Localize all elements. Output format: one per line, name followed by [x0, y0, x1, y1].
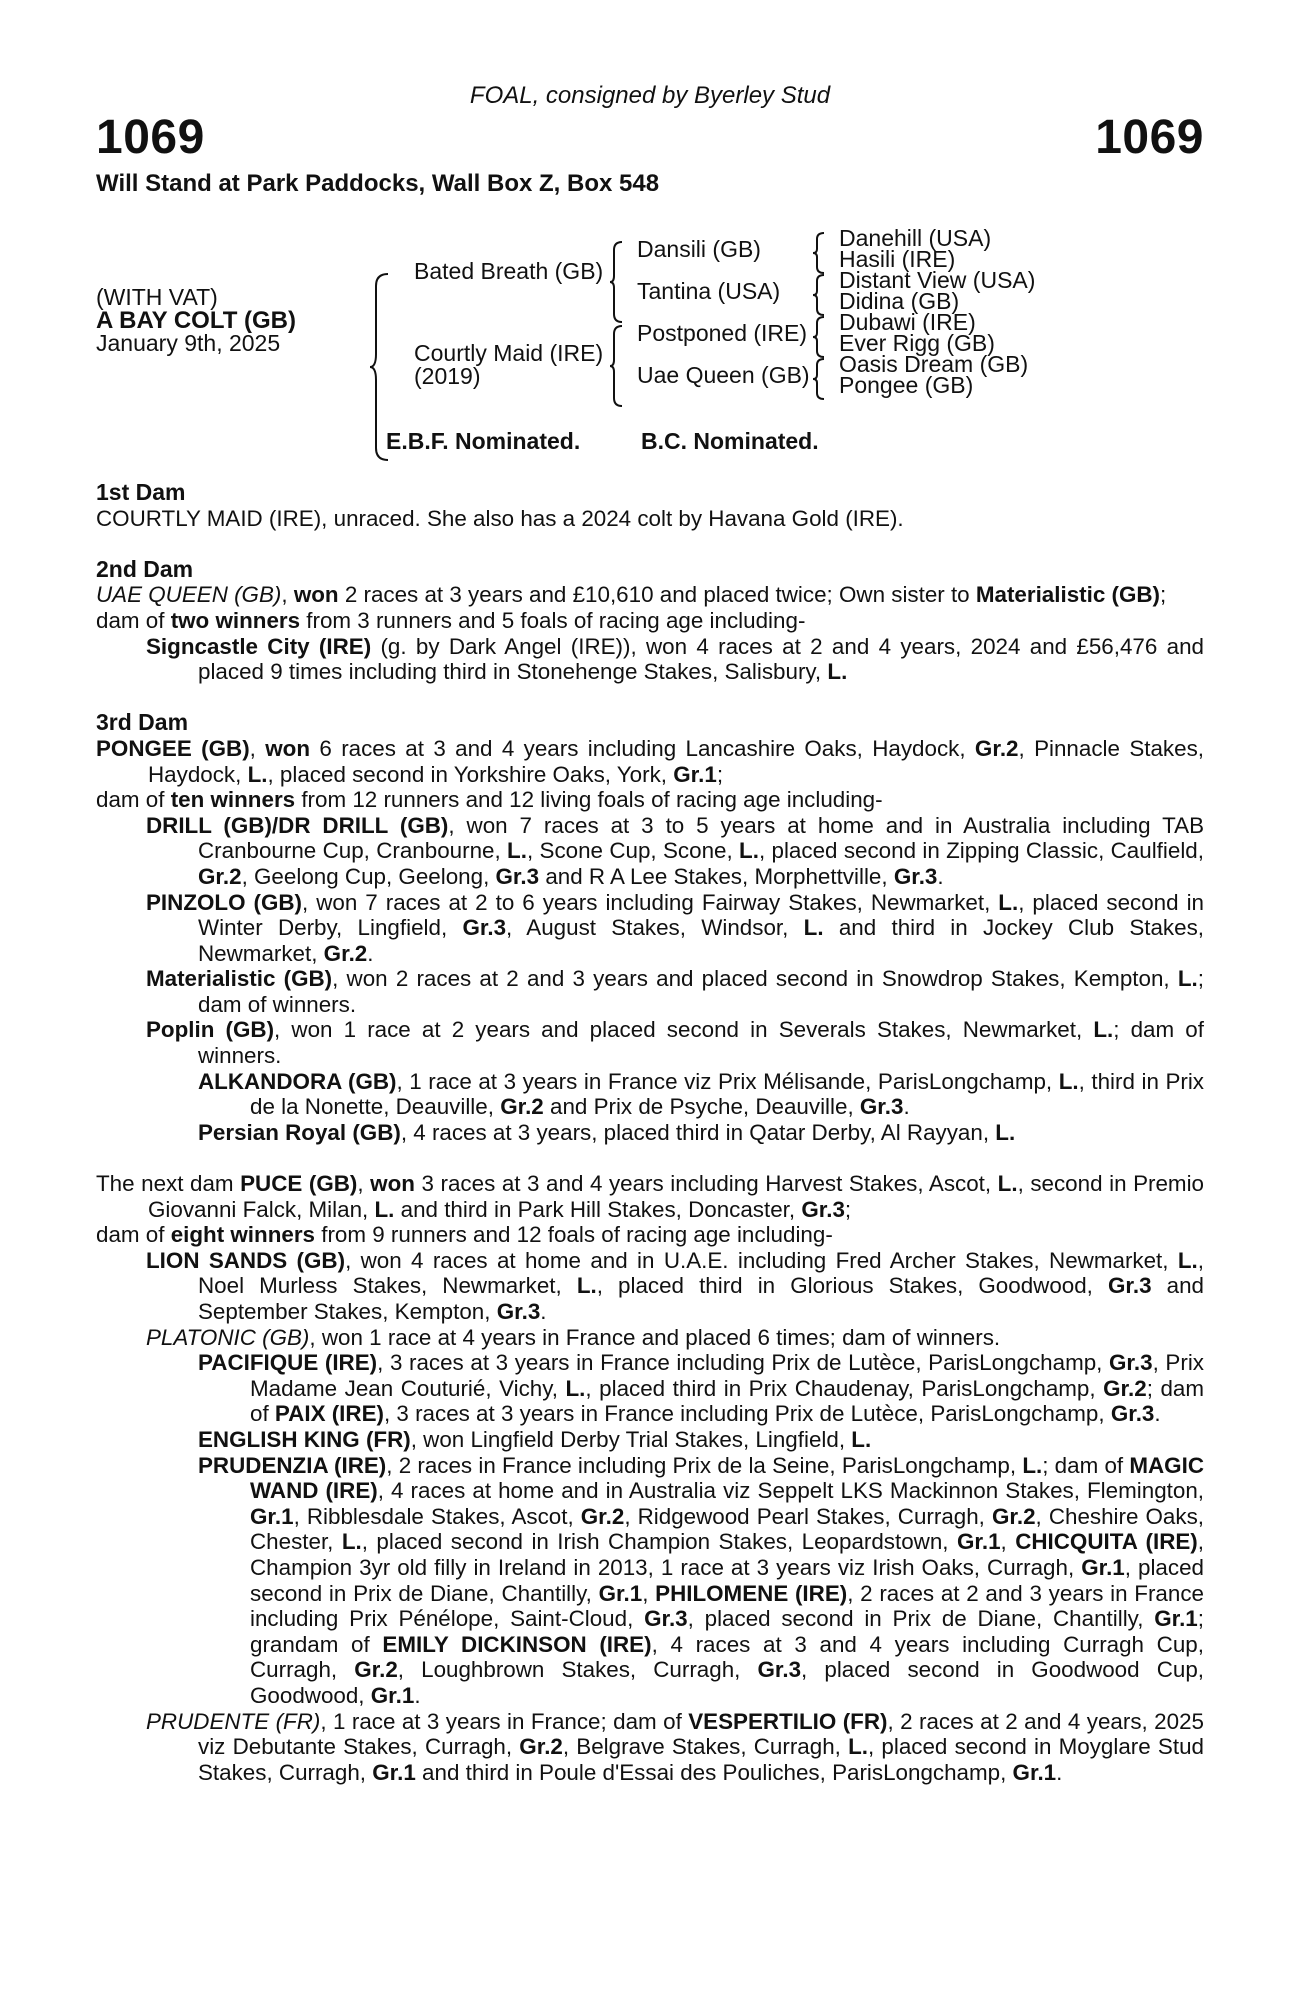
sire-sire-sire: Danehill (USA) — [839, 225, 992, 251]
third-dam-produce: dam of ten winners from 12 runners and 12 living foals of racing age including- — [96, 787, 883, 813]
brace-g1 — [812, 232, 828, 274]
bc-nomination: B.C. Nominated. — [641, 428, 819, 454]
produce-prudenzia: PRUDENZIA (IRE), 2 races in France including Prix de la Seine, ParisLongchamp, L.; dam of MAGIC WAND (IRE), 4 races at home and in Australia viz Seppelt LKS Mackinnon Stakes, Flemington, Gr.1, Ribblesdale Stakes, Ascot, Gr.2, Ridgewood Pearl Stakes, Curragh, Gr.2, Cheshire Oaks, Chester, L., placed second in Irish Champion Stakes, Leopardstown, Gr.1, CHICQUITA (IRE), Champion 3yr old filly in Ireland in 2013, 1 race at 3 years viz Irish Oaks, Curragh, Gr.1, placed second in Prix de Diane, Chantilly, Gr.1, PHILOMENE (IRE), 2 races at 2 and 3 years in France including Prix Pénélope, Saint-Cloud, Gr.3, placed second in Prix de Diane, Chantilly, Gr.1; grandam of EMILY DICKINSON (IRE), 4 races at 3 and 4 years including Curragh Cup, Curragh, Gr.2, Loughbrown Stakes, Curragh, Gr.3, placed second in Goodwood Cup, Goodwood, Gr.1. — [198, 1452, 1204, 1708]
dam-dam-dam: Pongee (GB) — [839, 372, 974, 398]
dam: Courtly Maid (IRE) — [414, 340, 604, 366]
brace-g3 — [812, 316, 828, 358]
sire-dam-dam: Didina (GB) — [839, 288, 960, 314]
dam-sire: Postponed (IRE) — [637, 320, 808, 346]
horse-name: A BAY COLT (GB) — [96, 307, 297, 334]
consignor-line: FOAL, consigned by Byerley Stud — [469, 82, 831, 109]
dam-sire-sire: Dubawi (IRE) — [839, 309, 976, 335]
second-dam-entry: UAE QUEEN (GB), won 2 races at 3 years and £10,610 and placed twice; Own sister to Materialistic (GB); — [96, 582, 1167, 608]
third-dam-entry: PONGEE (GB), won 6 races at 3 and 4 years including Lancashire Oaks, Haydock, Gr.2, Pinnacle Stakes, Haydock, L., placed second in Yorkshire Oaks, York, Gr.1; — [96, 735, 1204, 787]
sire: Bated Breath (GB) — [414, 258, 604, 284]
produce-record — [96, 480, 1204, 1785]
next-dam-produce: dam of eight winners from 9 runners and 12 foals of racing age including- — [96, 1222, 833, 1248]
brace-sire-line — [608, 240, 626, 324]
vat-note: (WITH VAT) — [96, 284, 218, 310]
first-dam-text: COURTLY MAID (IRE), unraced. She also has a 2024 colt by Havana Gold (IRE). — [96, 505, 904, 531]
produce-signcastle-city: Signcastle City (IRE) (g. by Dark Angel (IRE)), won 4 races at 2 and 4 years, 2024 and £56,476 and placed 9 times including third in Stonehenge Stakes, Salisbury, L. — [146, 633, 1204, 685]
second-dam-heading: 2nd Dam — [96, 555, 194, 582]
lot-number-left: 1069 — [96, 111, 205, 164]
brace-g4 — [812, 358, 828, 400]
dam-year: (2019) — [414, 363, 481, 389]
produce-prudente: PRUDENTE (FR), 1 race at 3 years in France; dam of VESPERTILIO (FR), 2 races at 2 and 4 years, 2025 viz Debutante Stakes, Curragh, Gr.2, Belgrave Stakes, Curragh, L., placed second in Moyglare Stud Stakes, Curragh, Gr.1 and third in Poule d'Essai des Pouliches, ParisLongchamp, Gr.1. — [146, 1708, 1204, 1785]
ebf-nomination: E.B.F. Nominated. — [386, 428, 581, 454]
produce-alkandora: ALKANDORA (GB), 1 race at 3 years in France viz Prix Mélisande, ParisLongchamp, L., third in Prix de la Nonette, Deauville, Gr.2 and Prix de Psyche, Deauville, Gr.3. — [198, 1068, 1205, 1120]
produce-english-king: ENGLISH KING (FR), won Lingfield Derby Trial Stakes, Lingfield, L. — [198, 1426, 872, 1452]
dam-dam-sire: Oasis Dream (GB) — [839, 351, 1029, 377]
second-dam-produce: dam of two winners from 3 runners and 5 foals of racing age including- — [96, 607, 806, 633]
produce-pinzolo: PINZOLO (GB), won 7 races at 2 to 6 years including Fairway Stakes, Newmarket, L., placed second in Winter Derby, Lingfield, Gr.3, August Stakes, Windsor, L. and third in Jockey Club Stakes, Newmarket, Gr.2. — [146, 889, 1205, 966]
produce-poplin: Poplin (GB), won 1 race at 2 years and placed second in Severals Stakes, Newmarket, L.; dam of winners. — [146, 1017, 1204, 1069]
first-dam-heading: 1st Dam — [96, 479, 186, 505]
sire-dam: Tantina (USA) — [637, 278, 781, 304]
produce-platonic: PLATONIC (GB), won 1 race at 4 years in France and placed 6 times; dam of winners. — [146, 1324, 1001, 1350]
sire-sire: Dansili (GB) — [637, 236, 761, 262]
produce-persian-royal: Persian Royal (GB), 4 races at 3 years, placed third in Qatar Derby, Al Rayyan, L. — [198, 1119, 1016, 1145]
produce-pacifique: PACIFIQUE (IRE), 3 races at 3 years in France including Prix de Lutèce, ParisLongchamp, Gr.3, Prix Madame Jean Couturié, Vichy, L., placed third in Prix Chaudenay, ParisLongchamp, Gr.2; dam of PAIX (IRE), 3 races at 3 years in France including Prix de Lutèce, ParisLongchamp, Gr.3. — [198, 1350, 1204, 1427]
brace-dam-line — [608, 324, 626, 408]
produce-drill: DRILL (GB)/DR DRILL (GB), won 7 races at 3 to 5 years at home and in Australia including TAB Cranbourne Cup, Cranbourne, L., Scone Cup, Scone, L., placed second in Zipping Classic, Caulfield, Gr.2, Geelong Cup, Geelong, Gr.3 and R A Lee Stakes, Morphettville, Gr.3. — [146, 812, 1204, 889]
lot-number-right: 1069 — [1095, 111, 1204, 164]
next-dam-entry: The next dam PUCE (GB), won 3 races at 3 and 4 years including Harvest Stakes, Ascot, L., second in Premio Giovanni Falck, Milan, L. and third in Park Hill Stakes, Doncaster, Gr.3; — [96, 1171, 1204, 1222]
sire-dam-sire: Distant View (USA) — [839, 267, 1036, 293]
pedigree-table — [96, 196, 1204, 458]
produce-materialistic: Materialistic (GB), won 2 races at 2 and 3 years and placed second in Snowdrop Stakes, Kempton, L.; dam of winners. — [146, 966, 1204, 1017]
stand-location: Will Stand at Park Paddocks, Wall Box Z, Box 548 — [96, 170, 660, 197]
dam-dam: Uae Queen (GB) — [637, 362, 810, 388]
third-dam-heading: 3rd Dam — [96, 709, 189, 736]
brace-g2 — [812, 274, 828, 316]
sire-sire-dam: Hasili (IRE) — [839, 246, 956, 272]
foaling-date: January 9th, 2025 — [96, 330, 281, 356]
produce-lion-sands: LION SANDS (GB), won 4 races at home and in U.A.E. including Fred Archer Stakes, Newmarket, L., Noel Murless Stakes, Newmarket, L., placed third in Glorious Stakes, Goodwood, Gr.3 and September Stakes, Kempton, Gr.3. — [146, 1247, 1204, 1324]
dam-sire-dam: Ever Rigg (GB) — [839, 330, 995, 356]
